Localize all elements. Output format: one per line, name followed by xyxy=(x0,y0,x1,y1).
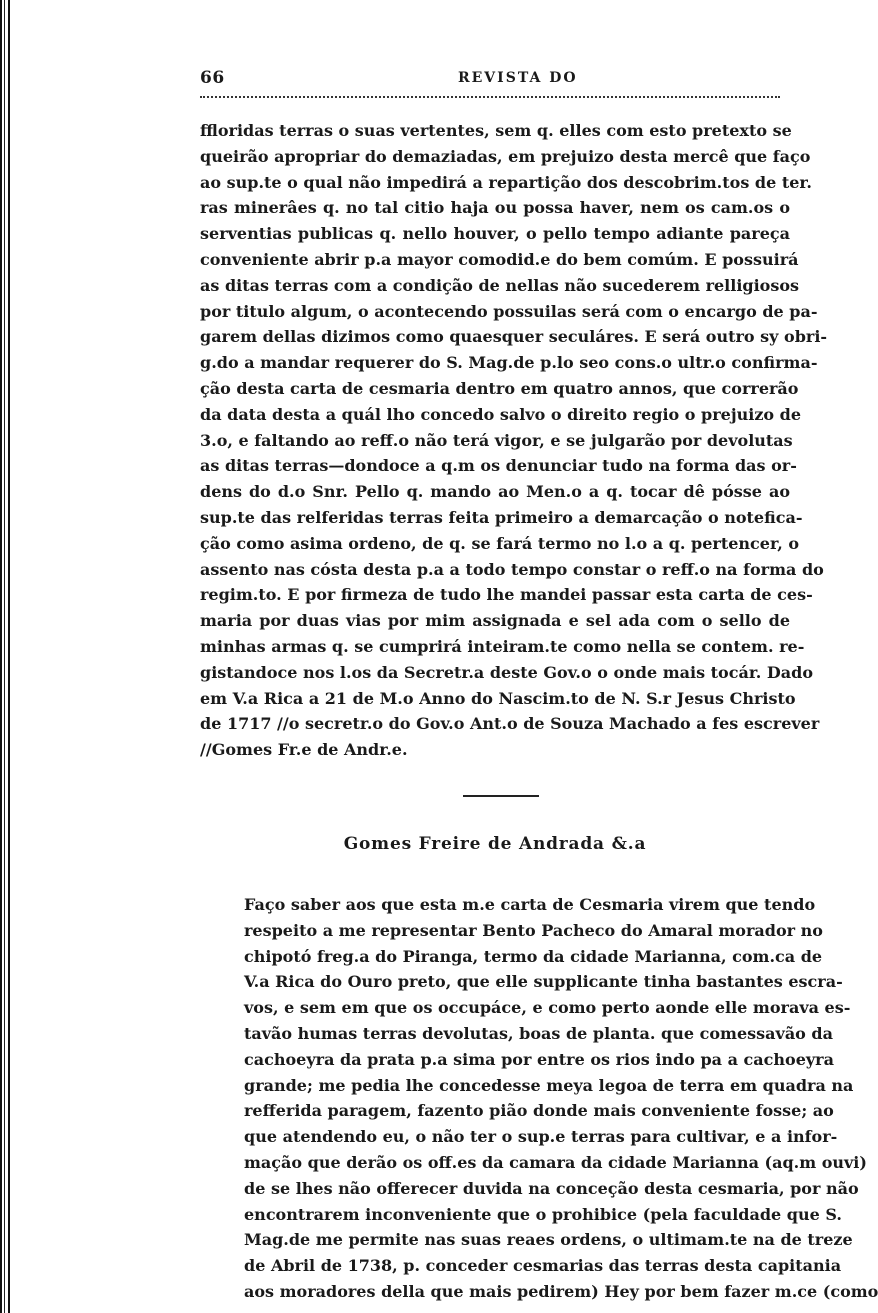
paragraph-one xyxy=(200,118,828,763)
text-line: ao sup.te o qual não impedirá a repartição dos descobrim.tos de ter. xyxy=(200,172,812,192)
text-line: chipotó freg.a do Piranga, termo da cidade Marianna, com.ca de xyxy=(244,946,823,966)
text-line: serventias publicas q. nello houver, o pello tempo adiante pareça xyxy=(200,224,790,244)
section-divider xyxy=(463,795,539,797)
text-line: ffloridas terras o suas vertentes, sem q. elles com esto pretexto se xyxy=(200,121,792,140)
text-line: de Abril de 1738, p. conceder cesmarias das terras desta capitania xyxy=(244,1256,842,1276)
text-line: Mag.de me permite nas suas reaes ordens, o ultimam.te na de treze xyxy=(244,1230,853,1250)
text-line: dens do d.o Snr. Pello q. mando ao Men.o a q. tocar dê pósse ao xyxy=(200,482,790,502)
text-line: ção como asima ordeno, de q. se fará termo no l.o a q. pertencer, o xyxy=(200,533,800,553)
text-line: conveniente abrir p.a mayor comodid.e do bem comúm. E possuirá xyxy=(200,249,799,269)
page-header xyxy=(200,60,780,100)
text-line: 3.o, e faltando ao reff.o não terá vigor, e se julgarão por devolutas xyxy=(200,430,793,450)
running-head: REVISTA DO xyxy=(458,70,578,86)
text-line: refferida paragem, fazento pião donde mais conveniente fosse; ao xyxy=(244,1101,834,1121)
text-line: sup.te das relferidas terras feita primeiro a demarcação o notefica- xyxy=(200,507,803,527)
text-line: Faço saber aos que esta m.e carta de Cesmaria virem que tendo xyxy=(244,895,816,914)
text-line: de se lhes não offerecer duvida na conceção desta cesmaria, por não xyxy=(244,1178,859,1198)
text-line: que atendendo eu, o não ter o sup.e terras para cultivar, e a infor- xyxy=(244,1127,838,1147)
header-rule xyxy=(200,96,780,98)
text-line: as ditas terras—dondoce a q.m os denunciar tudo na forma das or- xyxy=(200,456,797,476)
text-line: tavão humas terras devolutas, boas de planta. que comessavão da xyxy=(244,1023,833,1043)
text-line: mação que derão os off.es da camara da cidade Marianna (aq.m ouvi) xyxy=(244,1152,867,1172)
paragraph-two xyxy=(200,892,878,1305)
text-line: regim.to. E por firmeza de tudo lhe mandei passar esta carta de ces- xyxy=(200,585,813,605)
text-line: cachoeyra da prata p.a sima por entre os rios indo pa a cachoeyra xyxy=(244,1049,834,1069)
text-line: em V.a Rica a 21 de M.o Anno do Nascim.to de N. S.r Jesus Christo xyxy=(200,688,796,708)
text-line: encontrarem inconveniente que o prohibice (pela faculdade que S. xyxy=(244,1204,842,1224)
text-line: maria por duas vias por mim assignada e sel ada com o sello de xyxy=(200,611,790,631)
text-line: de 1717 //o secretr.o do Gov.o Ant.o de Souza Machado a fes escrever xyxy=(200,714,820,734)
text-line: garem dellas dizimos como quaesquer seculáres. E será outro sy obri- xyxy=(200,327,828,347)
text-line: minhas armas q. se cumprirá inteiram.te como nella se contem. re- xyxy=(200,636,805,656)
text-line: queirão apropriar do demaziadas, em prejuizo desta mercê que faço xyxy=(200,146,811,166)
text-line: as ditas terras com a condição de nellas não sucederem relligiosos xyxy=(200,275,800,295)
text-line: ção desta carta de cesmaria dentro em quatro annos, que correrão xyxy=(200,378,799,398)
text-line: respeito a me representar Bento Pacheco do Amaral morador no xyxy=(244,920,823,940)
text-line: por titulo algum, o acontecendo possuilas será com o encargo de pa- xyxy=(200,301,818,321)
text-line: g.do a mandar requerer do S. Mag.de p.lo seo cons.o ultr.o confirma- xyxy=(200,353,818,373)
text-line: V.a Rica do Ouro preto, que elle supplicante tinha bastantes escra- xyxy=(244,972,843,992)
text-line: ras minerâes q. no tal citio haja ou possa haver, nem os cam.os o xyxy=(200,198,790,218)
text-line: //Gomes Fr.e de Andr.e. xyxy=(200,740,408,760)
text-line: gistandoce nos l.os da Secretr.a deste Gov.o o onde mais tocár. Dado xyxy=(200,662,814,682)
text-line: da data desta a quál lho concedo salvo o direito regio o prejuizo de xyxy=(200,404,802,424)
page-binding-edge xyxy=(0,0,14,1313)
text-line: grande; me pedia lhe concedesse meya legoa de terra em quadra na xyxy=(244,1075,854,1095)
text-line: vos, e sem em que os occupáce, e como perto aonde elle morava es- xyxy=(244,998,851,1018)
text-line: assento nas cósta desta p.a a todo tempo constar o reff.o na forma do xyxy=(200,559,824,579)
section-heading: Gomes Freire de Andrada &.a xyxy=(343,834,647,854)
text-line: aos moradores della que mais pedirem) Hey por bem fazer m.ce (como xyxy=(244,1281,878,1301)
page-number: 66 xyxy=(200,68,225,88)
